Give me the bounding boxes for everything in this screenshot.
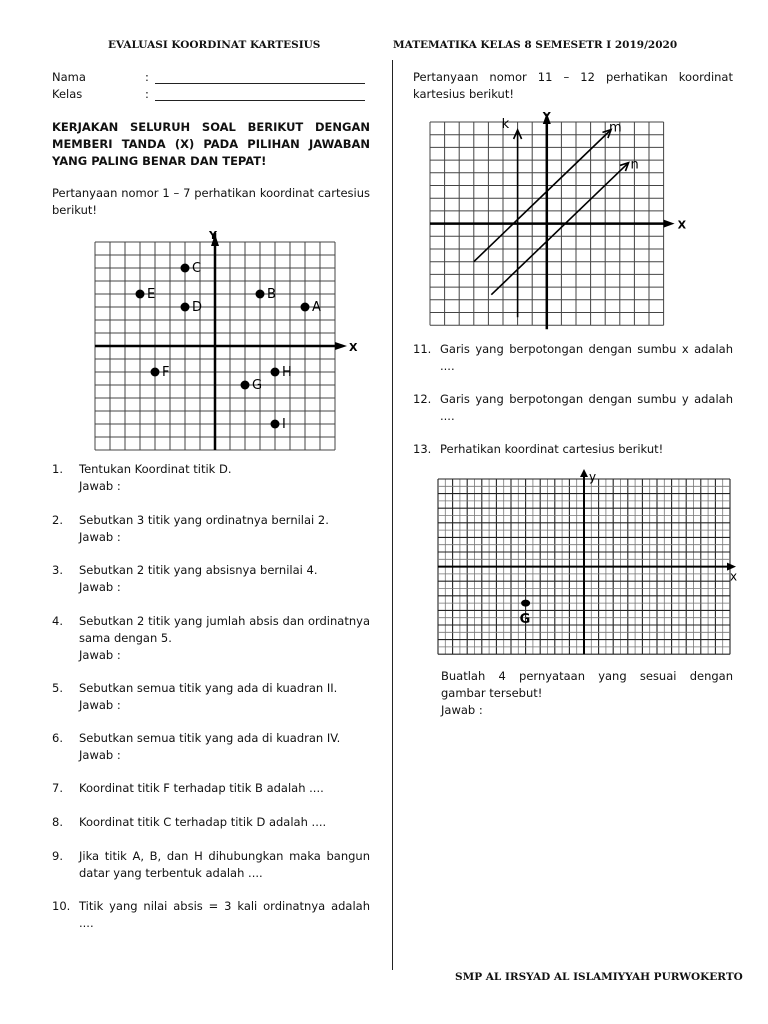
line-m-label: m (609, 120, 622, 136)
y-axis-label: Y (542, 110, 551, 123)
question-text: Garis yang berpotongan dengan sumbu y adalah .... (440, 392, 733, 423)
x-axis-label: X (677, 218, 687, 232)
line-n-label: n (630, 157, 639, 173)
answer-label: Jawab : (79, 698, 121, 712)
x-axis-arrow-icon (664, 220, 675, 228)
cartesian-graph-3 (434, 468, 739, 660)
question-text: Garis yang berpotongan dengan sumbu x adalah .... (440, 342, 733, 373)
question-3 (52, 562, 370, 596)
point-B (256, 290, 265, 299)
question-13 (413, 441, 733, 458)
question-text: Tentukan Koordinat titik D. (79, 462, 232, 476)
point-H (271, 368, 280, 377)
question-12 (413, 391, 733, 425)
question-text: Sebutkan semua titik yang ada di kuadran II. (79, 681, 338, 695)
question-number: 8. (52, 815, 63, 829)
question-7 (52, 780, 370, 797)
point-label-C: C (192, 261, 202, 276)
x-axis-label: X (349, 341, 358, 354)
question-number: 9. (52, 849, 63, 863)
footer-school-name: SMP AL IRSYAD AL ISLAMIYYAH PURWOKERTO (455, 971, 743, 983)
y-axis-label: y (589, 470, 597, 484)
task-13-answer-label: Jawab : (441, 703, 483, 717)
x-axis-label: x (730, 569, 738, 584)
question-number: 2. (52, 513, 63, 527)
answer-label: Jawab : (79, 530, 121, 544)
nama-label: Nama (52, 70, 86, 84)
cartesian-graph-1 (90, 225, 360, 460)
question-text: Sebutkan semua titik yang ada di kuadran IV. (79, 731, 341, 745)
left-header-title: EVALUASI KOORDINAT KARTESIUS (108, 39, 321, 51)
question-number: 10. (52, 899, 71, 913)
x-axis-arrow-icon (335, 342, 347, 350)
point-label-A: A (312, 300, 321, 315)
answer-label: Jawab : (79, 748, 121, 762)
kelas-colon: : (145, 87, 149, 101)
question-2 (52, 512, 370, 546)
y-axis-arrow-icon (580, 469, 588, 477)
point-label-F: F (162, 365, 170, 380)
question-number: 1. (52, 462, 63, 476)
question-number: 11. (413, 342, 432, 356)
question-text: Sebutkan 2 titik yang absisnya bernilai 4. (79, 563, 318, 577)
point-D (181, 303, 190, 312)
question-text: Sebutkan 2 titik yang jumlah absis dan ordinatnya sama dengan 5. (79, 614, 370, 645)
question-text: Titik yang nilai absis = 3 kali ordinatnya adalah .... (79, 899, 370, 930)
point-G (241, 381, 250, 390)
answer-label: Jawab : (79, 479, 121, 493)
question-number: 7. (52, 781, 63, 795)
question-text: Sebutkan 3 titik yang ordinatnya bernilai 2. (79, 513, 329, 527)
cartesian-graph-2 (420, 108, 690, 333)
intro-questions-1-7: Pertanyaan nomor 1 – 7 perhatikan koordinat cartesius berikut! (52, 186, 370, 217)
question-number: 4. (52, 614, 63, 628)
question-number: 13. (413, 442, 432, 456)
point-label-G: G (519, 612, 531, 628)
question-9 (52, 848, 370, 882)
question-number: 3. (52, 563, 63, 577)
point-label-I: I (282, 417, 286, 432)
question-8 (52, 814, 370, 831)
intro-questions-11-12: Pertanyaan nomor 11 – 12 perhatikan koordinat kartesius berikut! (413, 70, 733, 101)
question-text: Koordinat titik C terhadap titik D adalah .... (79, 815, 327, 829)
point-label-G: G (252, 378, 263, 393)
point-A (301, 303, 310, 312)
point-G (521, 600, 530, 607)
point-I (271, 420, 280, 429)
question-1 (52, 461, 370, 495)
point-C (181, 264, 190, 273)
column-divider (392, 60, 393, 970)
question-6 (52, 730, 370, 764)
nama-field[interactable] (155, 82, 365, 84)
answer-label: Jawab : (79, 648, 121, 662)
question-11 (413, 341, 733, 375)
instruction-text: KERJAKAN SELURUH SOAL BERIKUT DENGAN MEMBERI TANDA (X) PADA PILIHAN JAWABAN YANG PALING BENAR DAN TEPAT! (52, 120, 370, 168)
point-E (136, 290, 145, 299)
question-5 (52, 680, 370, 714)
question-text: Koordinat titik F terhadap titik B adalah .... (79, 781, 324, 795)
question-4 (52, 613, 370, 664)
kelas-label: Kelas (52, 87, 83, 101)
question-text: Perhatikan koordinat cartesius berikut! (440, 442, 664, 456)
nama-colon: : (145, 70, 149, 84)
line-n (491, 163, 628, 295)
point-label-H: H (282, 365, 292, 380)
y-axis-label: Y (209, 229, 217, 242)
question-10 (52, 898, 370, 932)
question-number: 6. (52, 731, 63, 745)
point-F (151, 368, 160, 377)
question-text: Jika titik A, B, dan H dihubungkan maka bangun datar yang terbentuk adalah .... (79, 849, 370, 880)
kelas-field[interactable] (155, 99, 365, 101)
question-number: 12. (413, 392, 432, 406)
point-label-B: B (267, 287, 276, 302)
line-k-label: k (501, 117, 510, 132)
point-label-D: D (192, 300, 203, 315)
task-13-text: Buatlah 4 pernyataan yang sesuai dengan gambar tersebut! (441, 669, 733, 700)
right-header-title: MATEMATIKA KELAS 8 SEMESETR I 2019/2020 (393, 39, 678, 51)
question-number: 5. (52, 681, 63, 695)
point-label-E: E (147, 287, 156, 302)
answer-label: Jawab : (79, 580, 121, 594)
